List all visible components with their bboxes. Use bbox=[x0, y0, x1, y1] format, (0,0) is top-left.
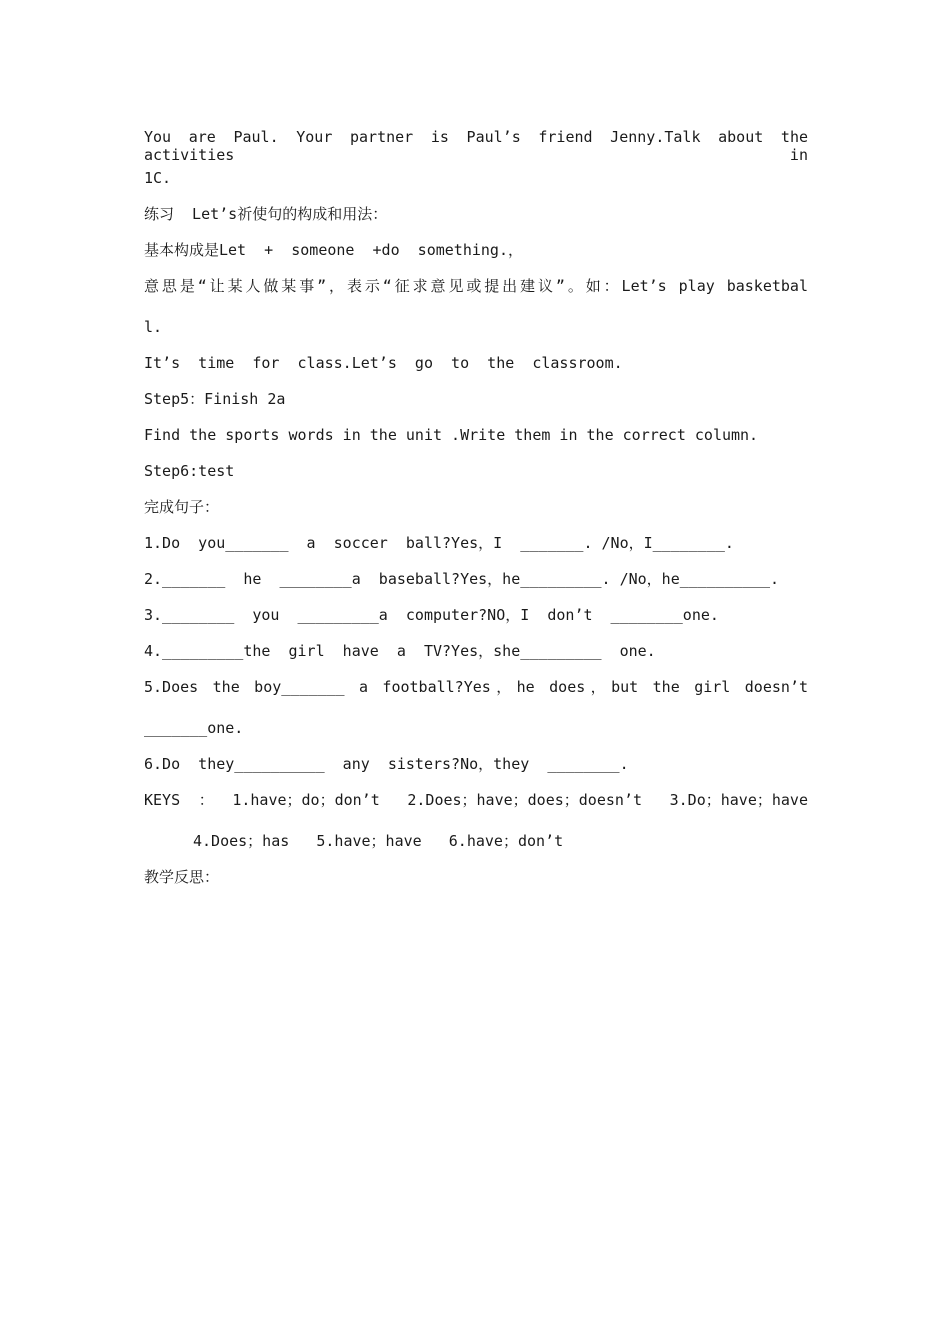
example-line: It’s time for class.Let’s go to the classroom. bbox=[144, 354, 623, 372]
meaning-line-cont: l. bbox=[144, 318, 163, 336]
answer-keys: KEYS：1.have；do；don’t 2.Does；have；does；doesn’t 3.Do；have；have bbox=[144, 791, 808, 809]
complete-sentences-heading: 完成句子： bbox=[144, 498, 220, 516]
answer-keys-cont: 4.Does；has 5.have；have 6.have；don’t bbox=[193, 832, 564, 850]
structure-line: 基本构成是Let + someone +do something.， bbox=[144, 241, 523, 259]
teaching-reflection-heading: 教学反思： bbox=[144, 868, 220, 886]
practice-heading: 练习 Let’s祈使句的构成和用法： bbox=[144, 205, 388, 223]
step5-instruction: Find the sports words in the unit .Write them in the correct column. bbox=[144, 426, 759, 444]
exercise-item-2: 2._______ he ________a baseball?Yes，he_________. /No，he__________. bbox=[144, 570, 780, 588]
exercise-item-5-cont: _______one. bbox=[144, 719, 244, 737]
exercise-item-5: 5.Does the boy_______ a football?Yes，he does，but the girl doesn’t bbox=[144, 678, 808, 696]
step6-heading: Step6:test bbox=[144, 462, 235, 480]
exercise-item-4: 4._________the girl have a TV?Yes，she_________ one. bbox=[144, 642, 656, 660]
meaning-line: 意思是“让某人做某事”，表示“征求意见或提出建议”。如：Let’s play basketbal bbox=[144, 277, 808, 295]
intro-line-cont: 1C. bbox=[144, 169, 172, 187]
step5-heading: Step5：Finish 2a bbox=[144, 390, 286, 408]
intro-line: You are Paul. Your partner is Paul’s friend Jenny.Talk about the activities in bbox=[144, 128, 808, 164]
exercise-item-6: 6.Do they__________ any sisters?No，they ________. bbox=[144, 755, 629, 773]
exercise-item-3: 3.________ you _________a computer?NO，I don’t ________one. bbox=[144, 606, 719, 624]
exercise-item-1: 1.Do you_______ a soccer ball?Yes，I _______. /No，I________. bbox=[144, 534, 734, 552]
